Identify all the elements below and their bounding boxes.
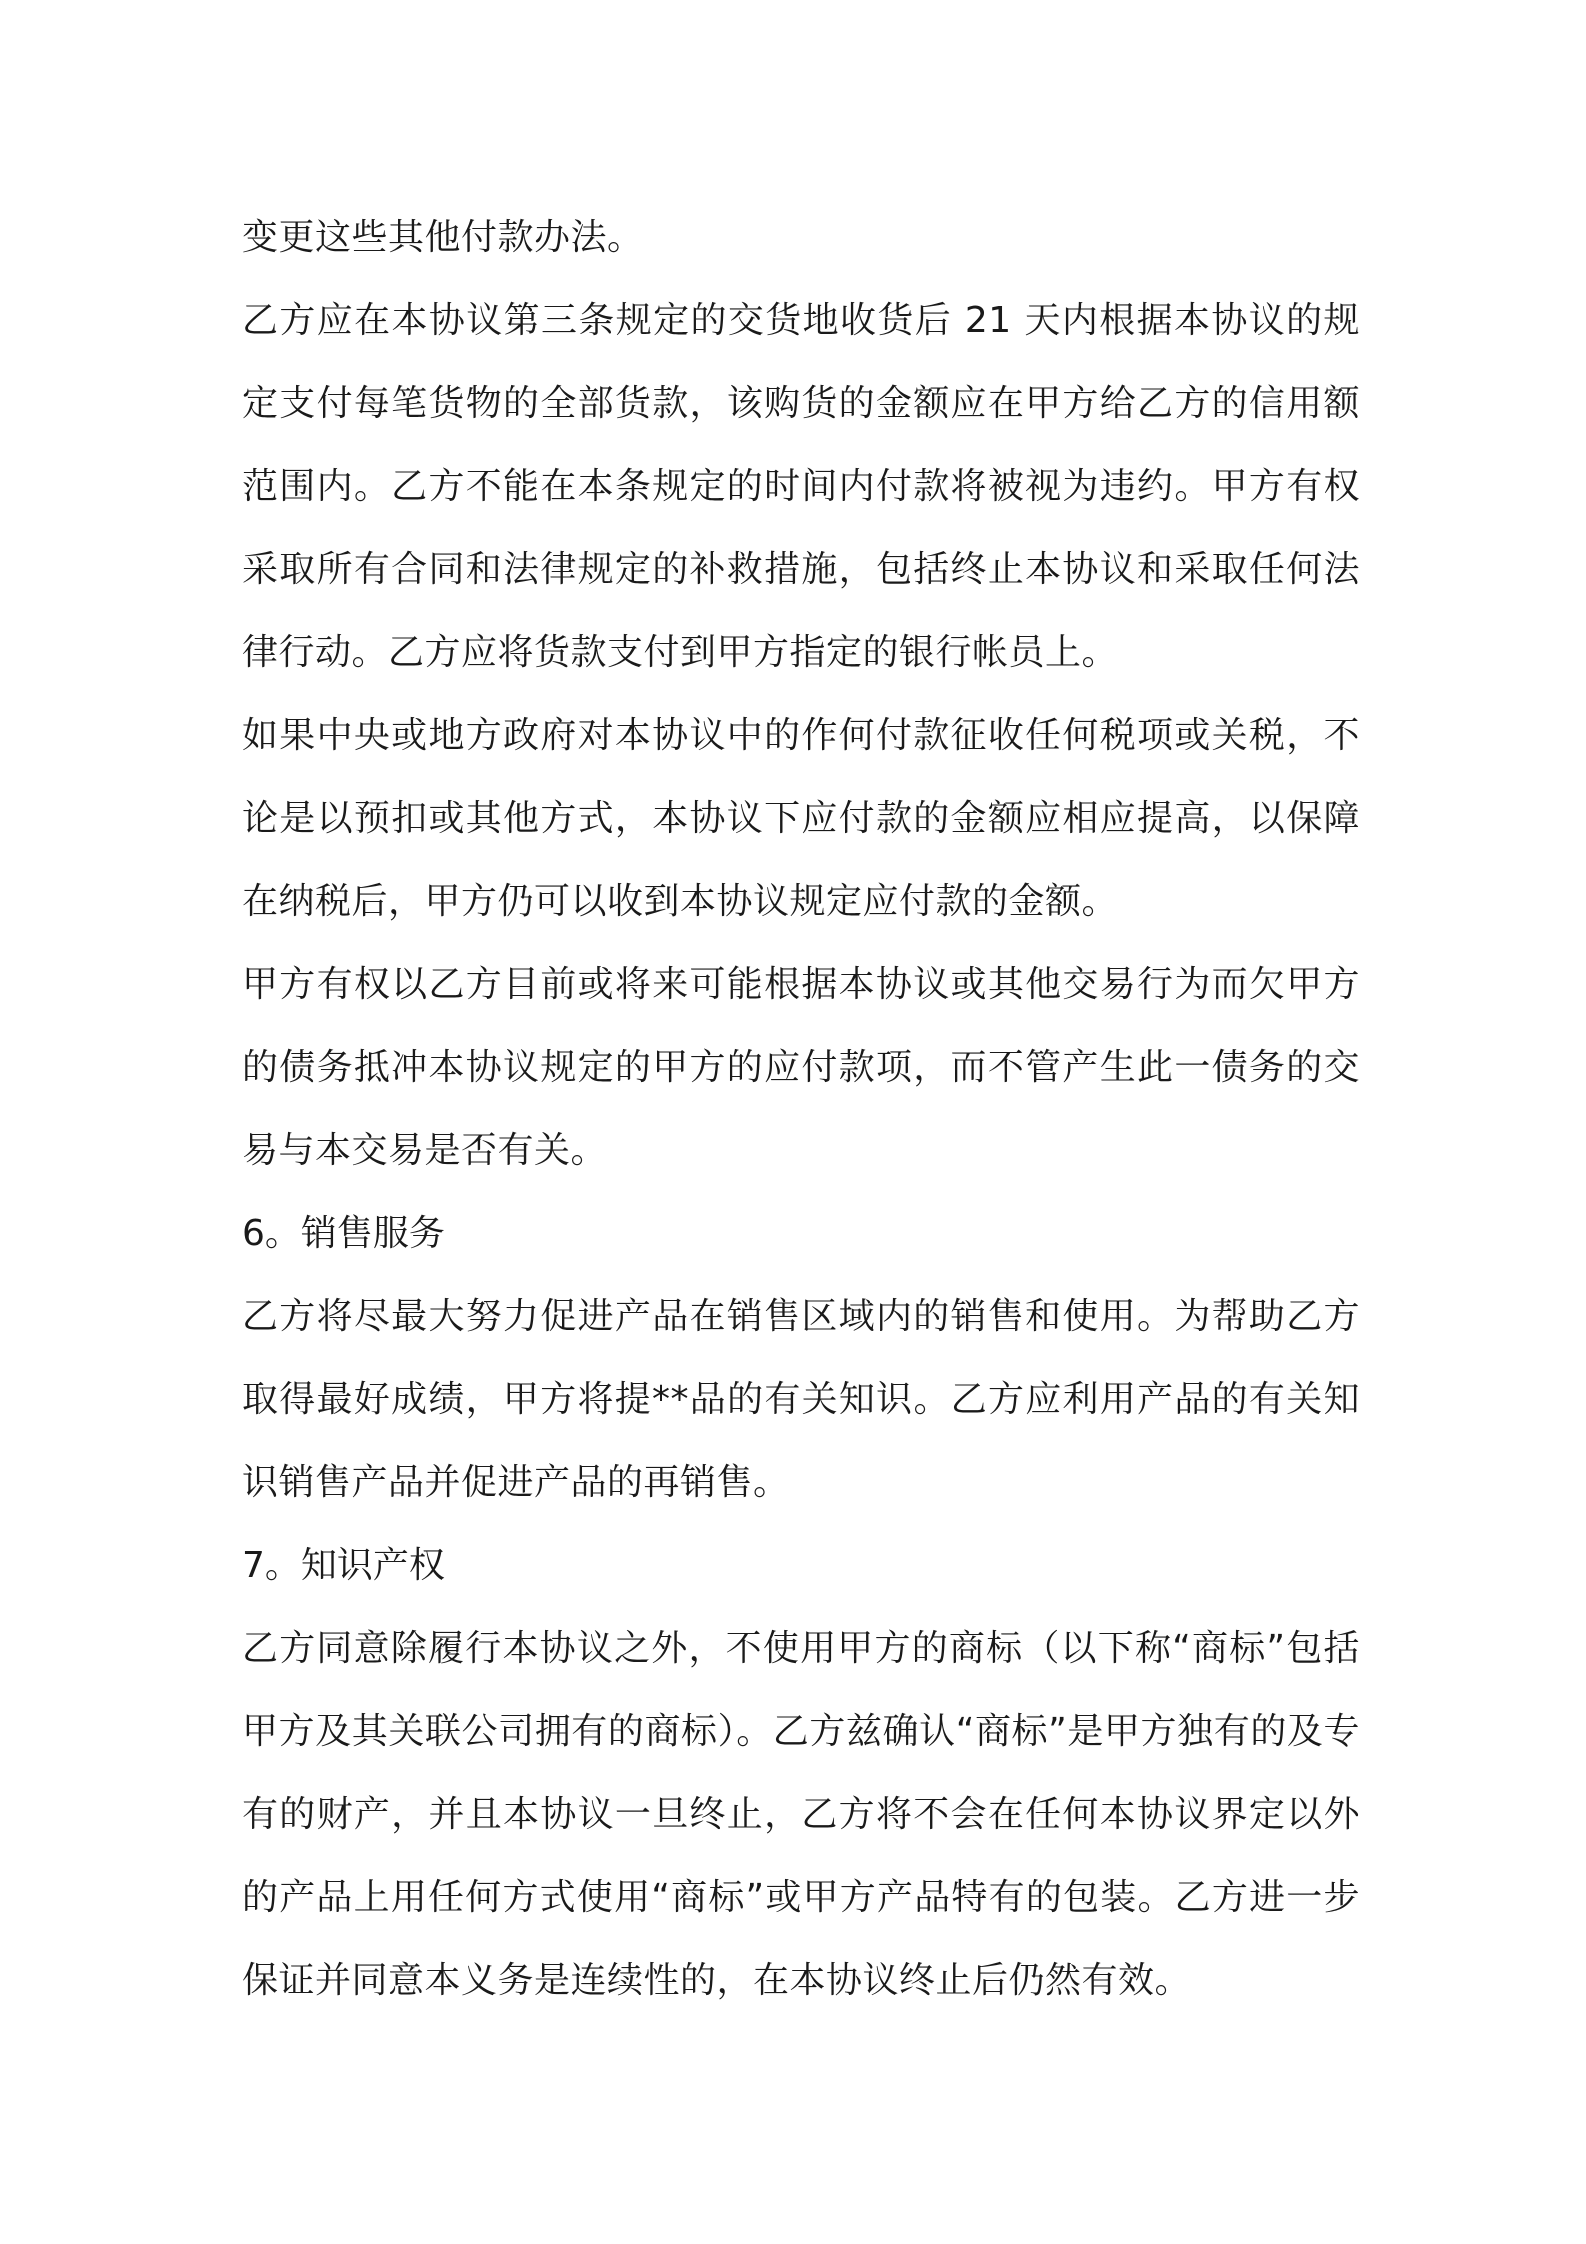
paragraph-intellectual-property: 乙方同意除履行本协议之外，不使用甲方的商标（以下称“商标”包括甲方及其关联公司拥有的商标）。乙方兹确认“商标”是甲方独有的及专有的财产，并且本协议一旦终止，乙方将不会在任何本协议界定以外的产品上用任何方式使用“商标”或甲方产品特有的包装。乙方进一步保证并同意本义务是连续性的，在本协议终止后仍然有效。 bbox=[242, 1628, 1360, 2001]
paragraph-offset: 甲方有权以乙方目前或将来可能根据本协议或其他交易行为而欠甲方的债务抵冲本协议规定的甲方的应付款项，而不管产生此一债务的交易与本交易是否有关。 bbox=[242, 964, 1360, 1171]
paragraph-payment-change: 变更这些其他付款办法。 bbox=[242, 217, 644, 258]
paragraph-payment-terms: 乙方应在本协议第三条规定的交货地收货后 21 天内根据本协议的规定支付每笔货物的全部货款，该购货的金额应在甲方给乙方的信用额范围内。乙方不能在本条规定的时间内付款将被视为违约。甲方有权采取所有合同和法律规定的补救措施，包括终止本协议和采取任何法律行动。乙方应将货款支付到甲方指定的银行帐员上。 bbox=[242, 300, 1360, 673]
paragraph-taxes: 如果中央或地方政府对本协议中的作何付款征收任何税项或关税，不论是以预扣或其他方式，本协议下应付款的金额应相应提高，以保障在纳税后，甲方仍可以收到本协议规定应付款的金额。 bbox=[242, 715, 1360, 922]
section-heading-sales-service: 6。销售服务 bbox=[242, 1213, 445, 1254]
section-heading-intellectual-property: 7。知识产权 bbox=[242, 1545, 445, 1586]
document-body bbox=[242, 196, 1360, 2022]
paragraph-sales-service: 乙方将尽最大努力促进产品在销售区域内的销售和使用。为帮助乙方取得最好成绩，甲方将提**品的有关知识。乙方应利用产品的有关知识销售产品并促进产品的再销售。 bbox=[242, 1296, 1360, 1503]
